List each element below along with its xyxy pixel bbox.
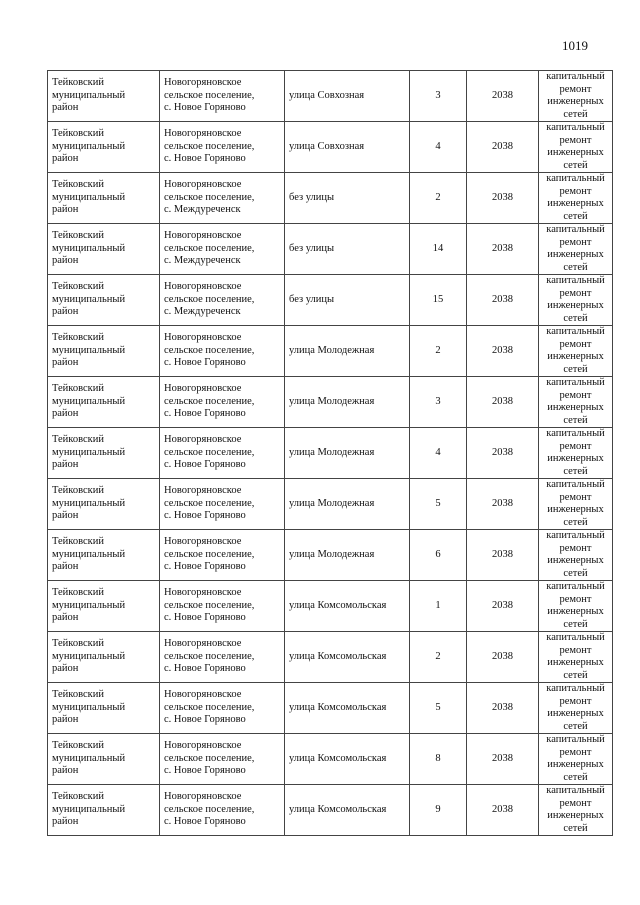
- cell-work-type-line: сетей: [563, 618, 588, 630]
- cell-district-line: район: [52, 816, 79, 828]
- cell-district-line: Тейковский: [52, 383, 105, 395]
- cell-district-line: Тейковский: [52, 536, 105, 548]
- cell-settlement-line: сельское поселение,: [164, 395, 255, 407]
- cell-district: [48, 581, 160, 632]
- cell-settlement-line: Новогоряновское: [164, 587, 242, 599]
- cell-settlement-line: с. Новое Горяново: [164, 357, 246, 369]
- cell-district-line: муниципальный: [52, 752, 126, 764]
- cell-work-type-line: капитальный: [546, 377, 605, 388]
- cell-work-type: [539, 632, 613, 683]
- cell-work-type-line: сетей: [563, 363, 588, 375]
- cell-district-line: район: [52, 357, 79, 369]
- cell-house-number: 2: [410, 173, 467, 224]
- cell-street: улица Комсомольская: [285, 785, 410, 836]
- cell-work-type-line: капитальный: [546, 224, 605, 235]
- cell-work-type-line: капитальный: [546, 530, 605, 541]
- cell-work-type: [539, 428, 613, 479]
- cell-district-line: муниципальный: [52, 497, 126, 509]
- cell-settlement-line: сельское поселение,: [164, 293, 255, 305]
- cell-settlement-line: с. Междуреченск: [164, 204, 241, 216]
- table-row: [48, 428, 613, 479]
- cell-settlement: [160, 785, 285, 836]
- cell-district-line: муниципальный: [52, 89, 126, 101]
- table-row: [48, 581, 613, 632]
- table-row: [48, 71, 613, 122]
- cell-work-type: [539, 734, 613, 785]
- cell-district: [48, 71, 160, 122]
- cell-work-type-line: ремонт: [559, 185, 592, 197]
- cell-settlement-line: сельское поселение,: [164, 344, 255, 356]
- cell-district-line: район: [52, 765, 79, 777]
- cell-district-line: Тейковский: [52, 689, 105, 701]
- cell-district-line: район: [52, 510, 79, 522]
- cell-house-number: 15: [410, 275, 467, 326]
- cell-work-type-line: инженерных: [547, 555, 604, 566]
- cell-work-type: [539, 71, 613, 122]
- cell-work-type-line: капитальный: [546, 173, 605, 184]
- cell-district: [48, 632, 160, 683]
- cell-house-number: 9: [410, 785, 467, 836]
- cell-work-type-line: ремонт: [559, 746, 592, 758]
- cell-settlement-line: с. Новое Горяново: [164, 765, 246, 777]
- cell-district-line: Тейковский: [52, 587, 105, 599]
- cell-house-number: 3: [410, 377, 467, 428]
- cell-house-number: 4: [410, 428, 467, 479]
- cell-settlement-line: с. Новое Горяново: [164, 612, 246, 624]
- cell-settlement-line: Новогоряновское: [164, 485, 242, 497]
- cell-district: [48, 377, 160, 428]
- table-row: [48, 173, 613, 224]
- cell-district-line: муниципальный: [52, 344, 126, 356]
- cell-settlement: [160, 683, 285, 734]
- cell-settlement-line: Новогоряновское: [164, 791, 242, 803]
- cell-district: [48, 683, 160, 734]
- cell-district-line: район: [52, 204, 79, 216]
- cell-street: без улицы: [285, 173, 410, 224]
- cell-settlement-line: сельское поселение,: [164, 752, 255, 764]
- cell-settlement-line: сельское поселение,: [164, 191, 255, 203]
- cell-repair-year: 2038: [467, 71, 539, 122]
- cell-settlement: [160, 632, 285, 683]
- cell-district: [48, 734, 160, 785]
- cell-district-line: муниципальный: [52, 701, 126, 713]
- cell-work-type-line: инженерных: [547, 402, 604, 413]
- cell-settlement-line: с. Новое Горяново: [164, 816, 246, 828]
- cell-work-type-line: инженерных: [547, 810, 604, 821]
- cell-work-type-line: ремонт: [559, 797, 592, 809]
- cell-settlement: [160, 428, 285, 479]
- cell-settlement-line: Новогоряновское: [164, 689, 242, 701]
- cell-district-line: муниципальный: [52, 548, 126, 560]
- cell-settlement-line: Новогоряновское: [164, 179, 242, 191]
- cell-district-line: Тейковский: [52, 230, 105, 242]
- cell-repair-year: 2038: [467, 734, 539, 785]
- cell-work-type-line: инженерных: [547, 249, 604, 260]
- cell-work-type: [539, 530, 613, 581]
- cell-repair-year: 2038: [467, 428, 539, 479]
- cell-repair-year: 2038: [467, 530, 539, 581]
- cell-work-type-line: инженерных: [547, 96, 604, 107]
- cell-house-number: 1: [410, 581, 467, 632]
- cell-street: улица Молодежная: [285, 428, 410, 479]
- cell-district-line: район: [52, 255, 79, 267]
- cell-district: [48, 479, 160, 530]
- cell-district-line: муниципальный: [52, 293, 126, 305]
- cell-work-type-line: сетей: [563, 567, 588, 579]
- register-body: [48, 71, 613, 836]
- cell-settlement-line: сельское поселение,: [164, 446, 255, 458]
- cell-work-type-line: инженерных: [547, 198, 604, 209]
- cell-district-line: район: [52, 408, 79, 420]
- cell-settlement-line: Новогоряновское: [164, 536, 242, 548]
- cell-work-type: [539, 581, 613, 632]
- table-row: [48, 122, 613, 173]
- cell-work-type-line: капитальный: [546, 785, 605, 796]
- cell-repair-year: 2038: [467, 479, 539, 530]
- cell-work-type-line: инженерных: [547, 147, 604, 158]
- cell-repair-year: 2038: [467, 377, 539, 428]
- cell-work-type-line: капитальный: [546, 275, 605, 286]
- cell-settlement-line: с. Новое Горяново: [164, 510, 246, 522]
- cell-house-number: 4: [410, 122, 467, 173]
- table-row: [48, 275, 613, 326]
- cell-district: [48, 224, 160, 275]
- cell-district-line: Тейковский: [52, 281, 105, 293]
- cell-district-line: район: [52, 459, 79, 471]
- cell-work-type-line: сетей: [563, 108, 588, 120]
- cell-district-line: Тейковский: [52, 740, 105, 752]
- cell-settlement-line: сельское поселение,: [164, 650, 255, 662]
- cell-work-type-line: капитальный: [546, 122, 605, 133]
- cell-work-type-line: сетей: [563, 669, 588, 681]
- cell-settlement: [160, 224, 285, 275]
- cell-repair-year: 2038: [467, 173, 539, 224]
- cell-settlement-line: сельское поселение,: [164, 89, 255, 101]
- cell-work-type-line: капитальный: [546, 479, 605, 490]
- cell-district-line: муниципальный: [52, 803, 126, 815]
- cell-settlement-line: сельское поселение,: [164, 599, 255, 611]
- cell-district-line: район: [52, 153, 79, 165]
- cell-work-type-line: капитальный: [546, 632, 605, 643]
- cell-settlement: [160, 71, 285, 122]
- cell-work-type: [539, 326, 613, 377]
- cell-repair-year: 2038: [467, 683, 539, 734]
- cell-district-line: район: [52, 663, 79, 675]
- cell-work-type: [539, 377, 613, 428]
- cell-work-type-line: ремонт: [559, 695, 592, 707]
- cell-settlement-line: с. Новое Горяново: [164, 459, 246, 471]
- cell-district-line: Тейковский: [52, 485, 105, 497]
- cell-district: [48, 785, 160, 836]
- table-row: [48, 326, 613, 377]
- cell-settlement-line: с. Новое Горяново: [164, 153, 246, 165]
- cell-work-type-line: сетей: [563, 771, 588, 783]
- cell-repair-year: 2038: [467, 275, 539, 326]
- cell-repair-year: 2038: [467, 632, 539, 683]
- cell-district-line: муниципальный: [52, 242, 126, 254]
- cell-settlement-line: сельское поселение,: [164, 803, 255, 815]
- cell-work-type-line: ремонт: [559, 644, 592, 656]
- cell-street: улица Молодежная: [285, 326, 410, 377]
- cell-work-type-line: сетей: [563, 720, 588, 732]
- cell-house-number: 5: [410, 683, 467, 734]
- cell-district-line: район: [52, 612, 79, 624]
- cell-district-line: Тейковский: [52, 332, 105, 344]
- cell-district-line: муниципальный: [52, 191, 126, 203]
- cell-work-type-line: сетей: [563, 414, 588, 426]
- cell-district-line: Тейковский: [52, 128, 105, 140]
- cell-district: [48, 275, 160, 326]
- cell-work-type-line: сетей: [563, 822, 588, 834]
- cell-work-type: [539, 224, 613, 275]
- cell-settlement-line: с. Новое Горяново: [164, 102, 246, 114]
- cell-settlement-line: сельское поселение,: [164, 242, 255, 254]
- cell-settlement-line: сельское поселение,: [164, 701, 255, 713]
- cell-work-type-line: сетей: [563, 516, 588, 528]
- cell-street: улица Комсомольская: [285, 581, 410, 632]
- cell-settlement-line: Новогоряновское: [164, 638, 242, 650]
- cell-work-type-line: сетей: [563, 261, 588, 273]
- cell-work-type-line: инженерных: [547, 453, 604, 464]
- cell-settlement-line: Новогоряновское: [164, 128, 242, 140]
- cell-district: [48, 173, 160, 224]
- cell-work-type-line: ремонт: [559, 287, 592, 299]
- cell-house-number: 3: [410, 71, 467, 122]
- cell-street: без улицы: [285, 275, 410, 326]
- cell-settlement: [160, 173, 285, 224]
- cell-settlement-line: сельское поселение,: [164, 140, 255, 152]
- cell-settlement-line: с. Междуреченск: [164, 306, 241, 318]
- cell-settlement-line: Новогоряновское: [164, 434, 242, 446]
- cell-settlement-line: сельское поселение,: [164, 497, 255, 509]
- cell-repair-year: 2038: [467, 785, 539, 836]
- cell-settlement: [160, 275, 285, 326]
- cell-repair-year: 2038: [467, 224, 539, 275]
- cell-work-type: [539, 683, 613, 734]
- cell-street: улица Комсомольская: [285, 734, 410, 785]
- cell-house-number: 2: [410, 632, 467, 683]
- cell-settlement-line: с. Междуреченск: [164, 255, 241, 267]
- cell-work-type: [539, 479, 613, 530]
- cell-street: улица Молодежная: [285, 377, 410, 428]
- cell-settlement-line: сельское поселение,: [164, 548, 255, 560]
- table-row: [48, 734, 613, 785]
- cell-district-line: муниципальный: [52, 446, 126, 458]
- cell-work-type-line: капитальный: [546, 581, 605, 592]
- cell-street: улица Комсомольская: [285, 683, 410, 734]
- cell-house-number: 2: [410, 326, 467, 377]
- table-row: [48, 224, 613, 275]
- table-row: [48, 683, 613, 734]
- cell-house-number: 5: [410, 479, 467, 530]
- cell-settlement-line: Новогоряновское: [164, 77, 242, 89]
- cell-settlement-line: с. Новое Горяново: [164, 561, 246, 573]
- cell-work-type-line: ремонт: [559, 236, 592, 248]
- cell-work-type: [539, 173, 613, 224]
- cell-house-number: 6: [410, 530, 467, 581]
- cell-work-type-line: ремонт: [559, 389, 592, 401]
- cell-street: улица Комсомольская: [285, 632, 410, 683]
- cell-work-type-line: капитальный: [546, 428, 605, 439]
- cell-work-type-line: сетей: [563, 159, 588, 171]
- cell-street: улица Молодежная: [285, 530, 410, 581]
- cell-settlement: [160, 581, 285, 632]
- cell-street: улица Совхозная: [285, 122, 410, 173]
- table-row: [48, 785, 613, 836]
- cell-street: улица Молодежная: [285, 479, 410, 530]
- cell-settlement: [160, 326, 285, 377]
- cell-work-type-line: капитальный: [546, 326, 605, 337]
- cell-settlement: [160, 479, 285, 530]
- cell-settlement-line: Новогоряновское: [164, 230, 242, 242]
- cell-district-line: район: [52, 102, 79, 114]
- cell-work-type-line: инженерных: [547, 504, 604, 515]
- cell-settlement-line: Новогоряновское: [164, 740, 242, 752]
- cell-district-line: район: [52, 306, 79, 318]
- cell-work-type-line: капитальный: [546, 71, 605, 82]
- cell-work-type-line: капитальный: [546, 683, 605, 694]
- cell-district-line: район: [52, 714, 79, 726]
- cell-district-line: муниципальный: [52, 395, 126, 407]
- cell-work-type: [539, 275, 613, 326]
- cell-district-line: муниципальный: [52, 650, 126, 662]
- cell-repair-year: 2038: [467, 326, 539, 377]
- cell-work-type-line: сетей: [563, 465, 588, 477]
- cell-work-type: [539, 785, 613, 836]
- cell-work-type-line: инженерных: [547, 300, 604, 311]
- cell-settlement-line: с. Новое Горяново: [164, 663, 246, 675]
- cell-work-type-line: ремонт: [559, 491, 592, 503]
- page-number: 1019: [562, 38, 588, 53]
- table-row: [48, 530, 613, 581]
- cell-work-type-line: ремонт: [559, 134, 592, 146]
- cell-settlement: [160, 734, 285, 785]
- cell-work-type-line: ремонт: [559, 440, 592, 452]
- cell-settlement-line: Новогоряновское: [164, 332, 242, 344]
- cell-settlement-line: с. Новое Горяново: [164, 714, 246, 726]
- cell-work-type-line: сетей: [563, 312, 588, 324]
- cell-district-line: муниципальный: [52, 599, 126, 611]
- table-row: [48, 479, 613, 530]
- cell-work-type: [539, 122, 613, 173]
- cell-work-type-line: ремонт: [559, 83, 592, 95]
- cell-repair-year: 2038: [467, 581, 539, 632]
- housing-register-table: [47, 70, 613, 836]
- cell-work-type-line: инженерных: [547, 657, 604, 668]
- cell-district-line: район: [52, 561, 79, 573]
- cell-district: [48, 530, 160, 581]
- cell-district-line: Тейковский: [52, 638, 105, 650]
- cell-district-line: Тейковский: [52, 434, 105, 446]
- cell-work-type-line: ремонт: [559, 542, 592, 554]
- table-row: [48, 632, 613, 683]
- cell-street: без улицы: [285, 224, 410, 275]
- cell-work-type-line: сетей: [563, 210, 588, 222]
- cell-work-type-line: инженерных: [547, 351, 604, 362]
- cell-work-type-line: ремонт: [559, 593, 592, 605]
- cell-district: [48, 326, 160, 377]
- cell-work-type-line: капитальный: [546, 734, 605, 745]
- cell-house-number: 8: [410, 734, 467, 785]
- cell-street: улица Совхозная: [285, 71, 410, 122]
- cell-work-type-line: ремонт: [559, 338, 592, 350]
- cell-district-line: Тейковский: [52, 77, 105, 89]
- cell-district-line: муниципальный: [52, 140, 126, 152]
- cell-district: [48, 122, 160, 173]
- table-row: [48, 377, 613, 428]
- cell-work-type-line: инженерных: [547, 708, 604, 719]
- cell-settlement-line: с. Новое Горяново: [164, 408, 246, 420]
- cell-district-line: Тейковский: [52, 791, 105, 803]
- cell-settlement-line: Новогоряновское: [164, 383, 242, 395]
- cell-district: [48, 428, 160, 479]
- cell-work-type-line: инженерных: [547, 606, 604, 617]
- cell-settlement-line: Новогоряновское: [164, 281, 242, 293]
- cell-settlement: [160, 377, 285, 428]
- cell-settlement: [160, 530, 285, 581]
- cell-district-line: Тейковский: [52, 179, 105, 191]
- cell-work-type-line: инженерных: [547, 759, 604, 770]
- cell-repair-year: 2038: [467, 122, 539, 173]
- cell-settlement: [160, 122, 285, 173]
- cell-house-number: 14: [410, 224, 467, 275]
